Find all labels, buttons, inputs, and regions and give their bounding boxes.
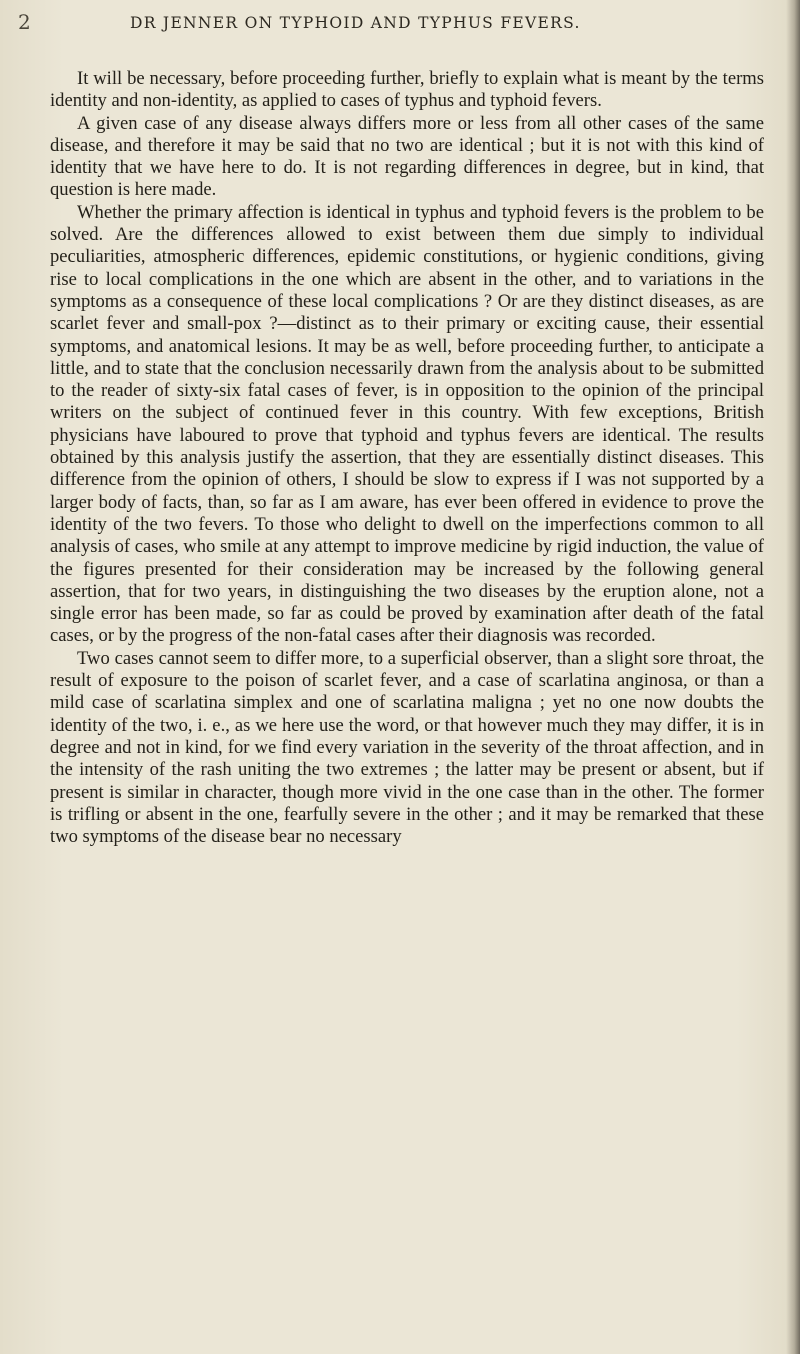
page-gutter-shadow: [786, 0, 800, 1354]
paragraph: Whether the primary affection is identical in typhus and typhoid fevers is the problem to be solved. Are the differences allowed to exist between them due simply to individual peculiarities, atmospheric differences, epidemic constitutions, or hygienic conditions, giving rise to local complications in the one which are absent in the other, and to variations in the symptoms as a consequence of these local complications ? Or are they distinct diseases, as are scarlet fever and small-pox ?—distinct as to their primary or exciting cause, their essential symptoms, and anatomical lesions. It may be as well, before proceeding further, to anticipate a little, and to state that the conclusion necessarily drawn from the analysis about to be submitted to the reader of sixty-six fatal cases of fever, is in opposition to the opinion of the principal writers on the subject of continued fever in this country. With few exceptions, British physicians have laboured to prove that typhoid and typhus fevers are identical. The results obtained by this analysis justify the assertion, that they are essentially distinct diseases. This difference from the opinion of others, I should be slow to express if I was not supported by a larger body of facts, than, so far as I am aware, has ever been offered in evidence to prove the identity of the two fevers. To those who delight to dwell on the imperfections common to all analysis of cases, who smile at any attempt to improve medicine by rigid induction, the value of the figures presented for their consideration may be increased by the following general assertion, that for two years, in distinguishing the two diseases by the eruption alone, not a single error has been made, so far as could be proved by examination after death of the fatal cases, or by the progress of the non-fatal cases after their diagnosis was recorded.: [50, 201, 764, 647]
paragraph: A given case of any disease always differs more or less from all other cases of the same disease, and therefore it may be said that no two are identical ; but it is not with this kind of identity that we have here to do. It is not regarding differences in degree, but in kind, that question is here made.: [50, 112, 764, 201]
body-text: [50, 68, 764, 848]
running-title: DR JENNER ON TYPHOID AND TYPHUS FEVERS.: [130, 14, 581, 32]
paragraph: Two cases cannot seem to differ more, to a superficial observer, than a slight sore throat, the result of exposure to the poison of scarlet fever, and a case of scarlatina anginosa, or than a mild case of scarlatina simplex and one of scarlatina maligna ; yet no one now doubts the identity of the two, i. e., as we here use the word, or that however much they may differ, it is in degree and not in kind, for we find every variation in the severity of the throat affection, and in the intensity of the rash uniting the two extremes ; the latter may be present or absent, but if present is similar in character, though more vivid in the one case than in the other. The former is trifling or absent in the one, fearfully severe in the other ; and it may be remarked that these two symptoms of the disease bear no necessary: [50, 647, 764, 848]
running-head: [0, 8, 800, 38]
paragraph: It will be necessary, before proceeding further, briefly to explain what is meant by the terms identity and non-identity, as applied to cases of typhus and typhoid fevers.: [50, 68, 764, 112]
page-number: 2: [18, 10, 31, 34]
